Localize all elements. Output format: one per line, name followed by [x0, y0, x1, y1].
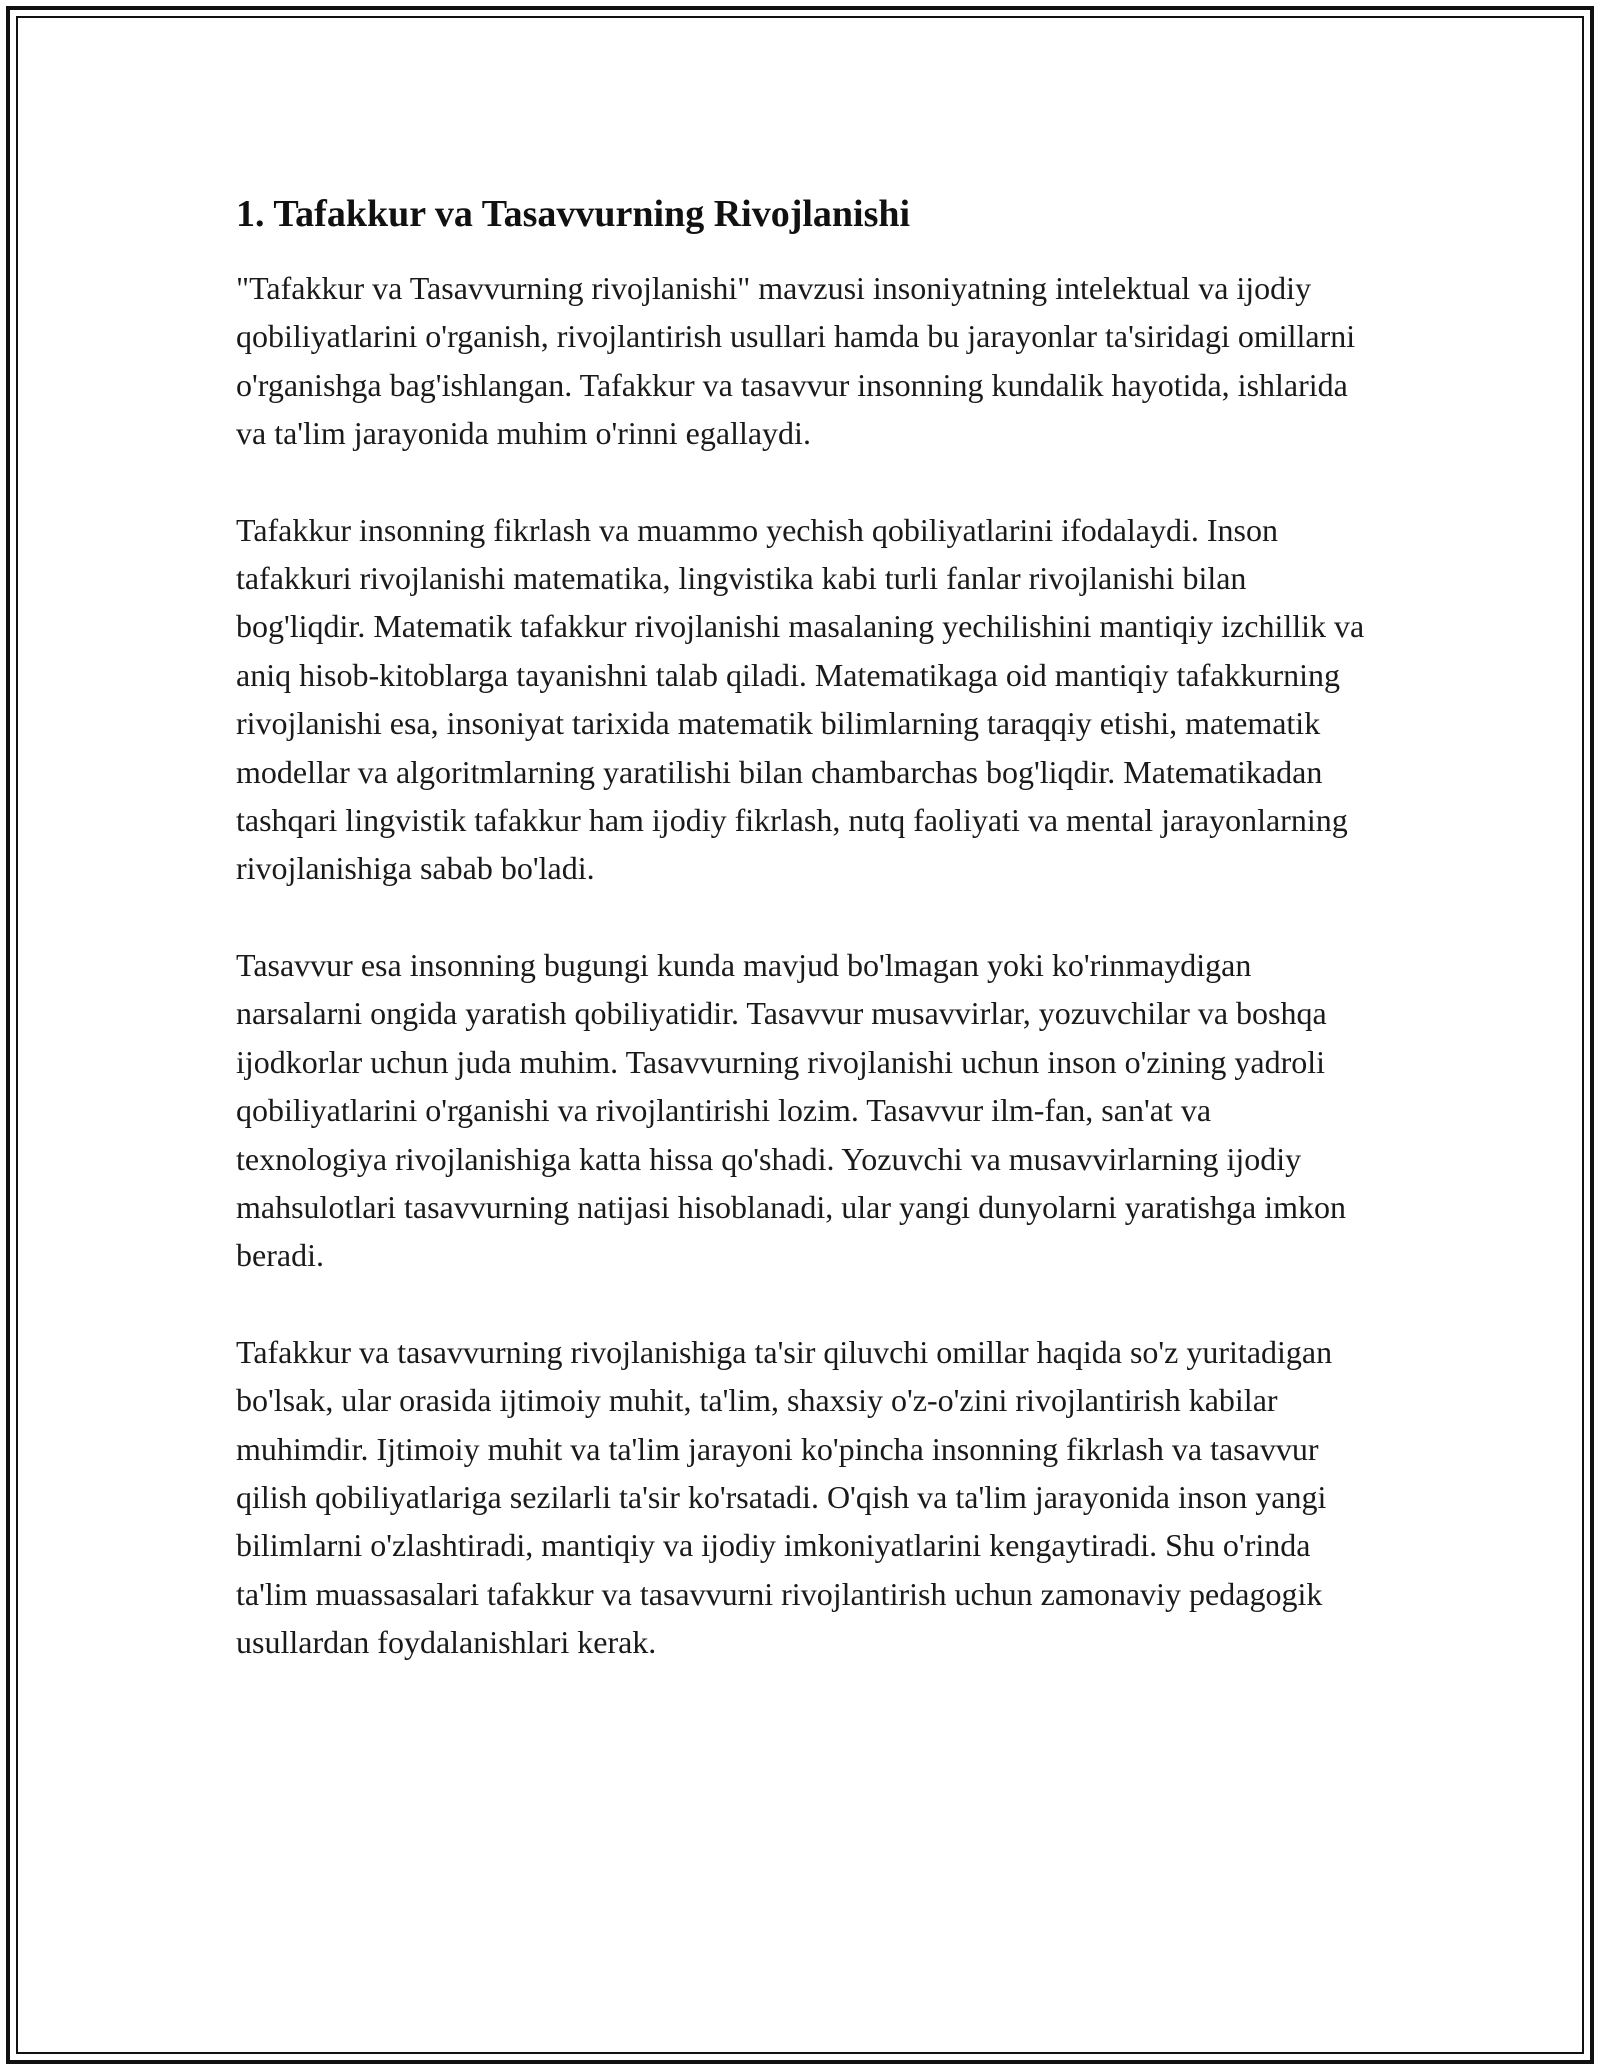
- document-body: [236, 186, 1366, 1715]
- paragraph-tasavvur: Tasavvur esa insonning bugungi kunda mavjud bo'lmagan yoki ko'rinmaydigan narsalarni ongida yaratish qobiliyatidir. Tasavvur musavvirlar, yozuvchilar va boshqa ijodkorlar uchun juda muhim. Tasavvurning rivojlanishi uchun inson o'zining yadroli qobiliyatlarini o'rganishi va rivojlantirishi lozim. Tasavvur ilm-fan, san'at va texnologiya rivojlanishiga katta hissa qo'shadi. Yozuvchi va musavvirlarning ijodiy mahsulotlari tasavvurning natijasi hisoblanadi, ular yangi dunyolarni yaratishga imkon beradi.: [236, 946, 1346, 1274]
- paragraph-omillar: Tafakkur va tasavvurning rivojlanishiga ta'sir qiluvchi omillar haqida so'z yuritadigan bo'lsak, ular orasida ijtimoiy muhit, ta'lim, shaxsiy o'z-o'zini rivojlantirish kabilar muhimdir. Ijtimoiy muhit va ta'lim jarayoni ko'pincha insonning fikrlash va tasavvur qilish qobiliyatlariga sezilarli ta'sir ko'rsatadi. O'qish va ta'lim jarayonida inson yangi bilimlarni o'zlashtiradi, mantiqiy va ijodiy imkoniyatlarini kengaytiradi. Shu o'rinda ta'lim muassasalari tafakkur va tasavvurni rivojlantirish uchun zamonaviy pedagogik usullardan foydalanishlari kerak.: [236, 1333, 1333, 1661]
- paragraph-tafakkur: Tafakkur insonning fikrlash va muammo yechish qobiliyatlarini ifodalaydi. Inson tafakkuri rivojlanishi matematika, lingvistika kabi turli fanlar rivojlanishi bilan bog'liqdir. Matematik tafakkur rivojlanishi masalaning yechilishini mantiqiy izchillik va aniq hisob-kitoblarga tayanishni talab qiladi. Matematikaga oid mantiqiy tafakkurning rivojlanishi esa, insoniyat tarixida matematik bilimlarning taraqqiy etishi, matematik modellar va algoritmlarning yaratilishi bilan chambarchas bog'liqdir. Matematikadan tashqari lingvistik tafakkur ham ijodiy fikrlash, nutq faoliyati va mental jarayonlarning rivojlanishiga sabab bo'ladi.: [236, 511, 1365, 887]
- paragraph-intro: "Tafakkur va Tasavvurning rivojlanishi" mavzusi insoniyatning intelektual va ijodiy qobiliyatlarini o'rganish, rivojlantirish usullari hamda bu jarayonlar ta'siridagi omillarni o'rganishga bag'ishlangan. Tafakkur va tasavvur insonning kundalik hayotida, ishlarida va ta'lim jarayonida muhim o'rinni egallaydi.: [236, 270, 1356, 452]
- section-heading: 1. Tafakkur va Tasavvurning Rivojlanishi: [236, 193, 911, 235]
